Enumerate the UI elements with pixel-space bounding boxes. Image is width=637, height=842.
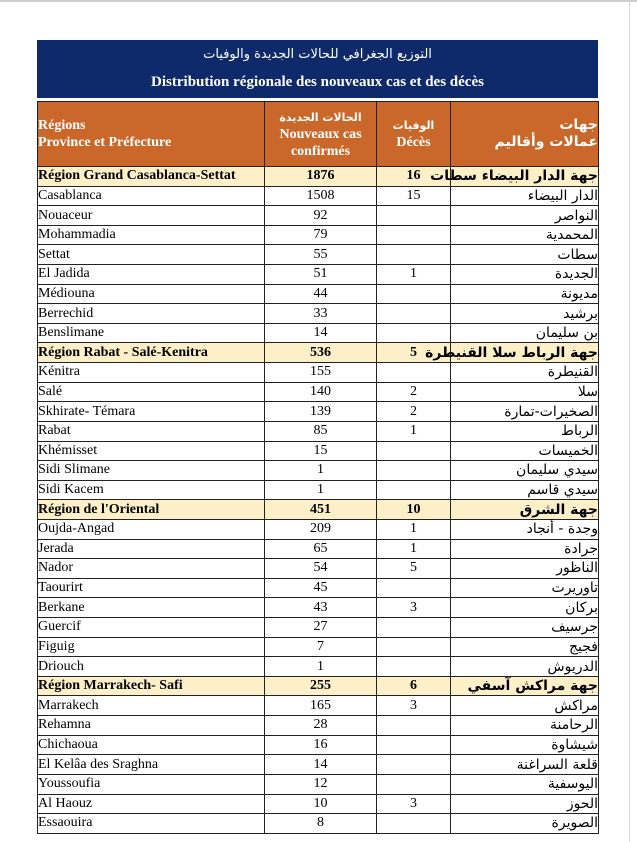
province-name: Médiouna [38, 284, 265, 304]
province-row [38, 304, 599, 324]
deaths-value: 1 [377, 421, 451, 441]
new-cases-value: 28 [265, 716, 377, 736]
new-cases-value: 12 [265, 774, 377, 794]
title-arabic: التوزيع الجغرافي للحالات الجديدة والوفيات [203, 47, 432, 62]
header-regions-ar-line1: جهات [559, 117, 598, 133]
new-cases-value: 51 [265, 265, 377, 285]
province-name-ar: الدريوش [451, 657, 599, 677]
province-name-ar: الناظور [451, 559, 599, 579]
province-name-ar: سلا [451, 382, 599, 402]
new-cases-value: 139 [265, 402, 377, 422]
new-cases-value: 16 [265, 735, 377, 755]
province-row [38, 206, 599, 226]
province-row [38, 225, 599, 245]
province-name-ar: مراكش [451, 696, 599, 716]
header-deaths-fr: Décès [396, 135, 431, 150]
province-name-ar: بركان [451, 598, 599, 618]
province-row [38, 598, 599, 618]
new-cases-value: 45 [265, 578, 377, 598]
region-name: Région de l'Oriental [38, 500, 265, 520]
province-row [38, 774, 599, 794]
table-body [38, 167, 599, 834]
province-row [38, 519, 599, 539]
new-cases-value: 1876 [265, 167, 377, 187]
province-name-ar: الرحامنة [451, 716, 599, 736]
province-row [38, 618, 599, 638]
new-cases-value: 14 [265, 323, 377, 343]
deaths-value: 5 [377, 343, 451, 363]
province-name: Sidi Slimane [38, 461, 265, 481]
deaths-value [377, 578, 451, 598]
deaths-value [377, 363, 451, 383]
title-french: Distribution régionale des nouveaux cas et des décès [151, 74, 484, 90]
table-header-row [38, 102, 599, 167]
province-name-ar: الرباط [451, 421, 599, 441]
new-cases-value: 10 [265, 794, 377, 814]
province-name: Rehamna [38, 716, 265, 736]
region-row [38, 167, 599, 187]
province-row [38, 814, 599, 834]
province-name: Berkane [38, 598, 265, 618]
deaths-value [377, 755, 451, 775]
province-row [38, 186, 599, 206]
region-row [38, 343, 599, 363]
new-cases-value: 65 [265, 539, 377, 559]
province-name: Nouaceur [38, 206, 265, 226]
province-row [38, 480, 599, 500]
header-regions-ar-line2: عمالات وأقاليم [494, 134, 598, 150]
new-cases-value: 79 [265, 225, 377, 245]
region-row [38, 500, 599, 520]
deaths-value [377, 323, 451, 343]
new-cases-value: 7 [265, 637, 377, 657]
province-name-ar: الصخيرات-تمارة [451, 402, 599, 422]
province-name-ar: الصويرة [451, 814, 599, 834]
province-row [38, 755, 599, 775]
province-name: Driouch [38, 657, 265, 677]
new-cases-value: 8 [265, 814, 377, 834]
deaths-value: 1 [377, 519, 451, 539]
new-cases-value: 209 [265, 519, 377, 539]
new-cases-value: 15 [265, 441, 377, 461]
deaths-value [377, 225, 451, 245]
region-name: Région Marrakech- Safi [38, 676, 265, 696]
page-top-rule [0, 0, 637, 2]
province-name: Nador [38, 559, 265, 579]
province-name-ar: الجديدة [451, 265, 599, 285]
province-row [38, 382, 599, 402]
new-cases-value: 1 [265, 480, 377, 500]
new-cases-value: 14 [265, 755, 377, 775]
province-name: Figuig [38, 637, 265, 657]
province-row [38, 637, 599, 657]
new-cases-value: 27 [265, 618, 377, 638]
deaths-value [377, 618, 451, 638]
title-banner [37, 40, 598, 98]
new-cases-value: 1 [265, 461, 377, 481]
region-name: Région Rabat - Salé-Kenitra [38, 343, 265, 363]
page-right-rule [629, 0, 630, 842]
new-cases-value: 255 [265, 676, 377, 696]
province-name: Khémisset [38, 441, 265, 461]
province-name: Berrechid [38, 304, 265, 324]
deaths-value [377, 716, 451, 736]
province-row [38, 578, 599, 598]
province-row [38, 402, 599, 422]
deaths-value: 3 [377, 598, 451, 618]
header-regions-line2: Province et Préfecture [38, 135, 172, 150]
province-name: Settat [38, 245, 265, 265]
region-row [38, 676, 599, 696]
province-name: Youssoufia [38, 774, 265, 794]
region-name-ar: جهة الرباط سلا القنيطرة [425, 344, 598, 361]
province-name: Mohammadia [38, 225, 265, 245]
deaths-value: 3 [377, 696, 451, 716]
province-name: Taourirt [38, 578, 265, 598]
province-name: Jerada [38, 539, 265, 559]
header-new-cases-fr: Nouveaux cas confirmés [279, 126, 362, 159]
region-name-ar: جهة مراكش آسفي [451, 676, 599, 696]
deaths-value [377, 245, 451, 265]
province-row [38, 657, 599, 677]
header-new-cases [265, 102, 377, 167]
province-name-ar: بن سليمان [451, 323, 599, 343]
deaths-value [377, 284, 451, 304]
province-name: Oujda-Angad [38, 519, 265, 539]
new-cases-value: 536 [265, 343, 377, 363]
deaths-value [377, 735, 451, 755]
province-name-ar: مديونة [451, 284, 599, 304]
deaths-value [377, 461, 451, 481]
new-cases-value: 92 [265, 206, 377, 226]
new-cases-value: 451 [265, 500, 377, 520]
province-name-ar: شيشاوة [451, 735, 599, 755]
province-row [38, 245, 599, 265]
province-row [38, 363, 599, 383]
province-name-ar: تاوريرت [451, 578, 599, 598]
deaths-value [377, 637, 451, 657]
new-cases-value: 43 [265, 598, 377, 618]
province-name-ar: الحوز [451, 794, 599, 814]
header-new-cases-ar: الحالات الجديدة [279, 110, 362, 124]
deaths-value: 5 [377, 559, 451, 579]
new-cases-value: 140 [265, 382, 377, 402]
new-cases-value: 44 [265, 284, 377, 304]
province-name: Benslimane [38, 323, 265, 343]
province-name-ar: الخميسات [451, 441, 599, 461]
deaths-value: 2 [377, 382, 451, 402]
deaths-value: 16 [377, 167, 451, 187]
province-name: Skhirate- Témara [38, 402, 265, 422]
province-row [38, 461, 599, 481]
province-name-ar: المحمدية [451, 225, 599, 245]
region-name-ar: جهة الشرق [451, 500, 599, 520]
deaths-value [377, 480, 451, 500]
province-name-ar: الدار البيضاء [451, 186, 599, 206]
province-row [38, 559, 599, 579]
province-row [38, 421, 599, 441]
province-name: Casablanca [38, 186, 265, 206]
region-name-ar: جهة الدار البيضاء سطات [430, 168, 598, 185]
new-cases-value: 1 [265, 657, 377, 677]
province-name-ar: اليوسفية [451, 774, 599, 794]
deaths-value: 1 [377, 539, 451, 559]
province-row [38, 716, 599, 736]
province-name: Salé [38, 382, 265, 402]
province-row [38, 794, 599, 814]
new-cases-value: 33 [265, 304, 377, 324]
province-name: Guercif [38, 618, 265, 638]
province-name-ar: النواصر [451, 206, 599, 226]
deaths-value [377, 814, 451, 834]
deaths-value: 15 [377, 186, 451, 206]
new-cases-value: 54 [265, 559, 377, 579]
deaths-value: 2 [377, 402, 451, 422]
header-deaths [377, 102, 451, 167]
province-name: Sidi Kacem [38, 480, 265, 500]
province-row [38, 323, 599, 343]
province-name: El Kelâa des Sraghna [38, 755, 265, 775]
province-name: Rabat [38, 421, 265, 441]
province-row [38, 265, 599, 285]
deaths-value [377, 441, 451, 461]
province-name-ar: جرسيف [451, 618, 599, 638]
deaths-value [377, 657, 451, 677]
province-row [38, 735, 599, 755]
province-name-ar: وجدة - أنجاد [451, 519, 599, 539]
region-name: Région Grand Casablanca-Settat [38, 167, 265, 187]
deaths-value [377, 206, 451, 226]
new-cases-value: 155 [265, 363, 377, 383]
province-name: Kénitra [38, 363, 265, 383]
header-regions [38, 102, 265, 167]
new-cases-value: 55 [265, 245, 377, 265]
new-cases-value: 165 [265, 696, 377, 716]
province-name-ar: قلعة السراغنة [451, 755, 599, 775]
province-name: El Jadida [38, 265, 265, 285]
deaths-value [377, 774, 451, 794]
header-regions-arabic [451, 102, 599, 167]
new-cases-value: 85 [265, 421, 377, 441]
header-deaths-ar: الوفيات [392, 119, 435, 132]
distribution-table [37, 101, 599, 834]
province-row [38, 284, 599, 304]
province-row [38, 441, 599, 461]
new-cases-value: 1508 [265, 186, 377, 206]
province-name: Al Haouz [38, 794, 265, 814]
province-name: Chichaoua [38, 735, 265, 755]
header-regions-line1: Régions [38, 118, 86, 133]
province-name-ar: سيدي قاسم [451, 480, 599, 500]
province-name-ar: برشيد [451, 304, 599, 324]
province-name-ar: فجيج [451, 637, 599, 657]
province-name: Marrakech [38, 696, 265, 716]
province-row [38, 696, 599, 716]
deaths-value: 3 [377, 794, 451, 814]
province-name-ar: جرادة [451, 539, 599, 559]
province-name-ar: سيدي سليمان [451, 461, 599, 481]
deaths-value: 1 [377, 265, 451, 285]
province-name-ar: القنيطرة [451, 363, 599, 383]
deaths-value: 6 [377, 676, 451, 696]
province-name-ar: سطات [451, 245, 599, 265]
deaths-value: 10 [377, 500, 451, 520]
province-name: Essaouira [38, 814, 265, 834]
province-row [38, 539, 599, 559]
deaths-value [377, 304, 451, 324]
